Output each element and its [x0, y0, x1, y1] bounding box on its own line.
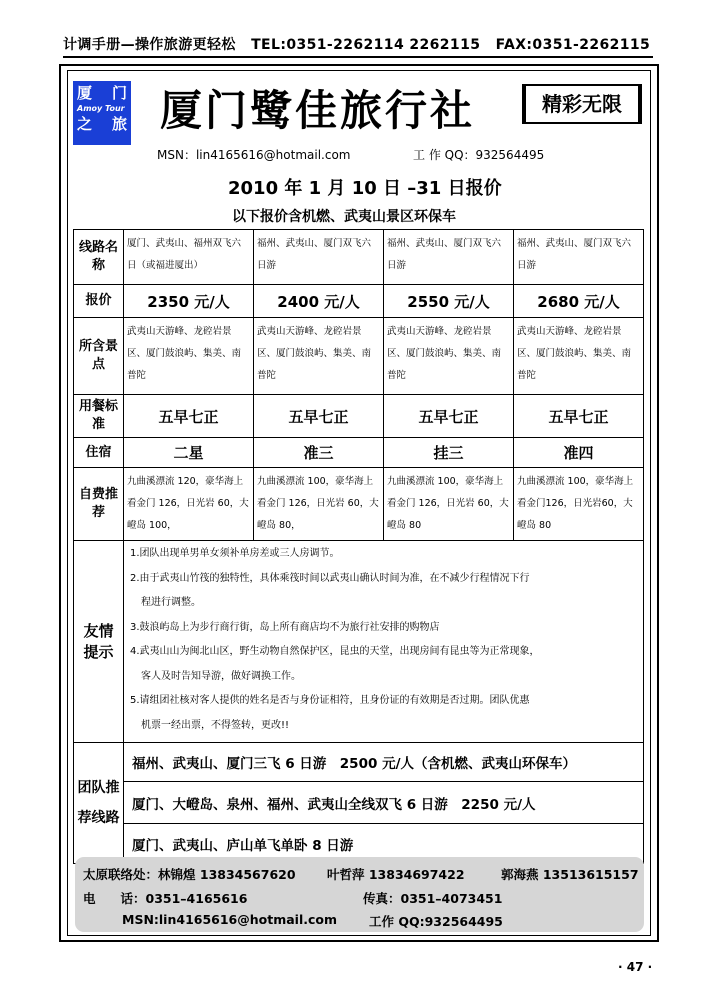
contact-person: 郭海燕 13513615157	[501, 867, 639, 882]
tip-item: 1.团队出现单男单女须补单房差或三人房调节。	[130, 548, 340, 559]
logo-char: 厦	[77, 84, 93, 102]
route-name: 福州、武夷山、厦门双飞六日游	[384, 230, 514, 285]
table-row	[74, 285, 644, 318]
route-meals: 五早七正	[254, 395, 384, 438]
fax-line	[363, 889, 502, 907]
route-optional: 九曲溪漂流 100，豪华海上看金门 126，日光岩 60，大嶝岛 80	[384, 468, 514, 541]
label-route: 线路名称	[74, 230, 124, 285]
company-name: 厦门鹭佳旅行社	[160, 86, 476, 135]
page-number: · 47 ·	[618, 960, 653, 974]
contact-person: 叶哲萍 13834697422	[327, 867, 465, 882]
table-row	[74, 230, 644, 285]
route-optional: 九曲溪漂流 100，豪华海上看金门 126，日光岩 60，大嶝岛 80，	[254, 468, 384, 541]
phone-label: 电 话：	[83, 891, 146, 906]
fax-number: 0351–4073451	[400, 891, 503, 906]
route-meals: 五早七正	[124, 395, 254, 438]
route-optional: 九曲溪漂流 100，豪华海上看金门126，日光岩60，大嶝岛 80	[514, 468, 644, 541]
phone-number: 0351–4165616	[145, 891, 248, 906]
table-row	[74, 395, 644, 438]
recommend-route: 福州、武夷山、厦门三飞 6 日游 2500 元/人（含机燃、武夷山环保车）	[124, 743, 644, 782]
contact-line	[83, 865, 296, 883]
tip-item: 2.由于武夷山竹筏的独特性，具体乘筏时间以武夷山确认时间为准，在不减少行程情况下行	[130, 572, 530, 584]
tip-item: 5.请组团社核对客人提供的姓名是否与身份证相符，且身份证的有效期是否过期。团队优惠	[130, 695, 530, 706]
recommend-route: 厦门、武夷山、庐山单飞单卧 8 日游	[124, 824, 644, 864]
header-fax: FAX:0351-2262115	[495, 37, 651, 53]
route-meals: 五早七正	[384, 395, 514, 438]
route-sights: 武夷山天游峰、龙硿岩景区、厦门鼓浪屿、集美、南普陀	[254, 318, 384, 395]
footer-qq: 工作 QQ:932564495	[369, 914, 503, 929]
route-sights: 武夷山天游峰、龙硿岩景区、厦门鼓浪屿、集美、南普陀	[384, 318, 514, 395]
tip-item: 客人及时告知导游，做好调换工作。	[141, 670, 301, 682]
route-optional: 九曲溪漂流 120，豪华海上看金门 126，日光岩 60，大嶝岛 100，	[124, 468, 254, 541]
logo-char: 之	[77, 115, 93, 133]
label-sights: 所含景点	[74, 318, 124, 395]
contact-person: 林锦煌 13834567620	[158, 867, 296, 882]
phone-line	[83, 889, 247, 907]
contact-footer	[75, 857, 644, 932]
route-price: 2350 元/人	[124, 285, 254, 318]
company-msn: MSN：lin4165616@hotmail.com	[157, 148, 351, 162]
recommend-route: 厦门、大嶝岛、泉州、福州、武夷山全线双飞 6 日游 2250 元/人	[124, 782, 644, 824]
label-price: 报价	[74, 285, 124, 318]
logo-subtext: Amoy Tour	[77, 104, 125, 113]
logo-char: 旅	[111, 115, 127, 133]
route-meals: 五早七正	[514, 395, 644, 438]
fax-label: 传真：	[363, 891, 401, 906]
logo-char: 门	[111, 84, 127, 102]
running-header	[63, 34, 651, 54]
page-headline: 2010 年 1 月 10 日 –31 日报价	[228, 178, 502, 199]
route-price: 2680 元/人	[514, 285, 644, 318]
label-hotel: 住宿	[74, 438, 124, 468]
page-subhead: 以下报价含机燃、武夷山景区环保车	[232, 209, 456, 225]
route-hotel: 挂三	[384, 438, 514, 468]
tip-item: 3.鼓浪屿岛上为步行商行街，岛上所有商店均不为旅行社安排的购物店	[130, 621, 440, 633]
footer-msn: MSN:lin4165616@hotmail.com	[122, 912, 338, 927]
route-hotel: 二星	[124, 438, 254, 468]
header-slogan: 计调手册—操作旅游更轻松	[63, 37, 236, 53]
route-sights: 武夷山天游峰、龙硿岩景区、厦门鼓浪屿、集美、南普陀	[124, 318, 254, 395]
tips-list	[124, 541, 644, 743]
tip-item: 机票一经出票，不得签转，更改!!	[141, 719, 290, 731]
route-name: 福州、武夷山、厦门双飞六日游	[514, 230, 644, 285]
label-optional: 自费推荐	[74, 468, 124, 541]
table-row	[74, 743, 644, 782]
table-row	[74, 541, 644, 743]
label-meals: 用餐标准	[74, 395, 124, 438]
header-rule	[63, 56, 653, 58]
contact-label: 太原联络处：	[83, 867, 159, 882]
price-table	[73, 229, 644, 864]
table-row	[74, 468, 644, 541]
table-row	[74, 318, 644, 395]
route-name: 福州、武夷山、厦门双飞六日游	[254, 230, 384, 285]
label-tips: 友情提示	[74, 541, 124, 743]
route-sights: 武夷山天游峰、龙硿岩景区、厦门鼓浪屿、集美、南普陀	[514, 318, 644, 395]
route-price: 2550 元/人	[384, 285, 514, 318]
table-row	[74, 438, 644, 468]
tip-item: 程进行调整。	[141, 597, 201, 608]
route-price: 2400 元/人	[254, 285, 384, 318]
company-logo	[73, 81, 131, 145]
header-tel: TEL:0351-2262114 2262115	[251, 37, 481, 53]
company-qq: 工 作 QQ：932564495	[413, 148, 545, 162]
tip-item: 4.武夷山山为闽北山区，野生动物自然保护区，昆虫的天堂，出现房间有昆虫等为正常现象，	[130, 646, 540, 657]
company-tagline: 精彩无限	[522, 84, 642, 124]
route-name: 厦门、武夷山、福州双飞六日（或福进厦出）	[124, 230, 254, 285]
route-hotel: 准三	[254, 438, 384, 468]
table-row	[74, 782, 644, 824]
label-recommend: 团队推荐线路	[74, 743, 124, 864]
route-hotel: 准四	[514, 438, 644, 468]
